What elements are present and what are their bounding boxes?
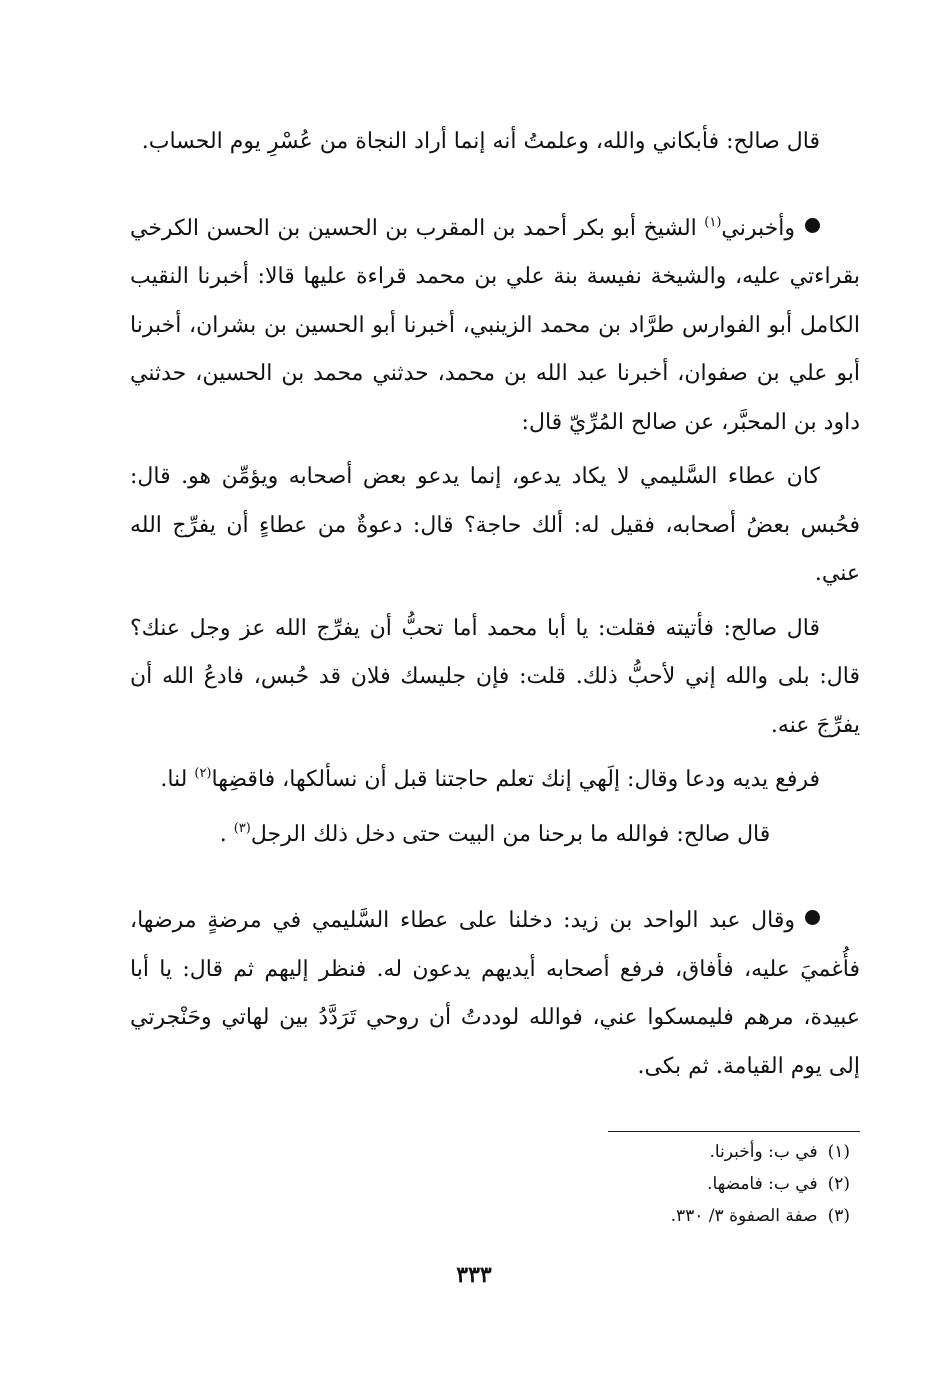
- footnote-number: (١): [827, 1142, 850, 1162]
- footnote-3: [500, 1200, 850, 1232]
- footnote-number: (٢): [827, 1174, 850, 1194]
- footnote-2: [500, 1168, 850, 1200]
- abdulwahid-text: وقال عبد الواحد بن زيد: دخلنا على عطاء السَّليمي في مرضةٍ مرضها، فأُغميَ عليه، فأفاق، فرفع أصحابه أيديهم يدعون له. فنظر إليهم ثم قال: يا أبا عبيدة، مرهم فليمسكوا عني، فوالله لوددتُ أن روحي تَرَدَّدُ بين لهاتي وحَنْجرتي إلى يوم القيامة. ثم بكى.: [130, 908, 860, 1079]
- paragraph-man-entered: [130, 811, 860, 860]
- page-body: [130, 118, 860, 1091]
- paragraph-raised-hands: [130, 756, 860, 805]
- isnad-opening: وأخبرني: [721, 215, 795, 241]
- paragraph-abdulwahid: [130, 897, 860, 1091]
- footnote-ref-3: (٣): [233, 820, 251, 836]
- raised-hands-text: فرفع يديه ودعا وقال: إلَهي إنك تعلم حاجتنا قبل أن نسألكها، فاقضِها: [211, 767, 820, 792]
- paragraph-isnad: [130, 205, 860, 448]
- footnote-ref-2: (٢): [194, 766, 212, 781]
- man-entered-text: قال صالح: فوالله ما برحنا من البيت حتى دخل ذلك الرجل: [250, 821, 771, 847]
- footnote-divider: [608, 1131, 860, 1132]
- footnote-text: في ب: وأخبرنا.: [709, 1142, 818, 1162]
- isnad-chain: الشيخ أبو بكر أحمد بن المقرب بن الحسين بن الحسن الكرخي بقراءتي عليه، والشيخة نفيسة بنة علي بن محمد قراءة عليها قالا: أخبرنا النقيب الكامل أبو الفوارس طرَّاد بن محمد الزينبي، أخبرنا أبو الحسين بن بشران، أخبرنا أبو علي بن صفوان، أخبرنا عبد الله بن محمد، حدثني محمد بن الحسين، حدثني داود بن المحبَّر، عن صالح المُرِّيّ قال:: [130, 215, 860, 435]
- bullet-icon: [805, 218, 820, 233]
- page-number: ٣٣٣: [456, 1262, 492, 1288]
- man-entered-end: .: [219, 821, 234, 847]
- footnote-1: [500, 1136, 850, 1168]
- footnote-ref-1: (١): [704, 214, 722, 230]
- paragraph-salih-request: قال صالح: فأتيته فقلت: يا أبا محمد أما تحبُّ أن يفرِّج الله عز وجل عنك؟ قال: بلى والله إني لأحبُّ ذلك. قلت: فإن جليسك فلان قد حُبس، فادعُ الله أن يفرِّجَ عنه.: [130, 615, 860, 738]
- bullet-icon: [805, 910, 820, 925]
- footnote-text: في ب: فامضها.: [707, 1174, 818, 1194]
- raised-hands-end: لنا.: [160, 767, 195, 792]
- footnote-number: (٣): [827, 1206, 850, 1226]
- footnotes: [500, 1136, 850, 1232]
- paragraph-salih-wept: قال صالح: فأبكاني والله، وعلمتُ أنه إنما أراد النجاة من عُسْرِ يوم الحساب.: [141, 129, 820, 154]
- footnote-text: صفة الصفوة ٣/ ٣٣٠.: [670, 1206, 818, 1226]
- paragraph-ata-dua: كان عطاء السَّليمي لا يكاد يدعو، إنما يدعو بعض أصحابه ويؤمِّن هو. قال: فحُبس بعضُ أصحابه، فقيل له: ألك حاجة؟ قال: دعوةٌ من عطاءٍ أن يفرِّج الله عني.: [130, 464, 860, 586]
